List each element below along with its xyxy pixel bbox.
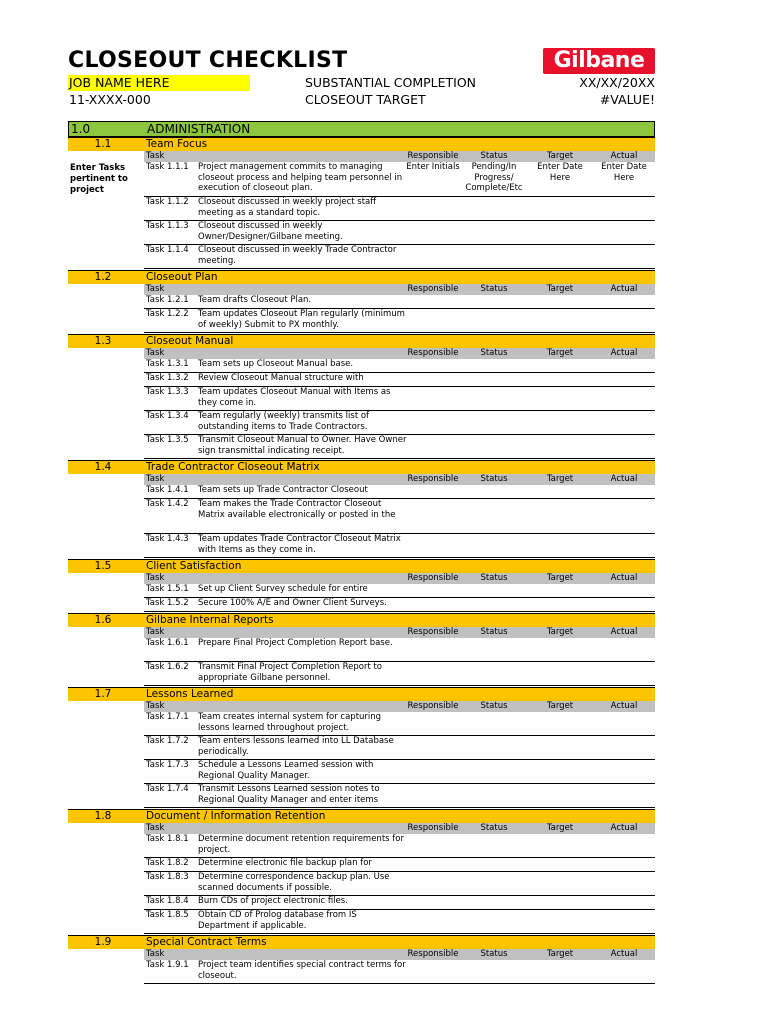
task-row[interactable]: [144, 760, 655, 784]
subsection-number: 1.6: [94, 614, 112, 626]
task-id: Task 1.8.3: [146, 872, 189, 882]
task-id: Task 1.6.1: [146, 638, 189, 648]
target-cell[interactable]: Enter Date Here: [537, 162, 583, 183]
actual-cell[interactable]: Enter Date Here: [601, 162, 647, 183]
task-description: Team creates internal system for capturing lessons learned throughout project.: [198, 712, 382, 733]
column-header-task: Task: [146, 348, 165, 358]
column-header-row: [144, 474, 655, 485]
column-header-task: Task: [146, 701, 165, 711]
column-header-row: [144, 348, 655, 359]
task-id: Task 1.3.5: [146, 435, 189, 445]
task-row[interactable]: [144, 638, 655, 662]
column-header-target: Target: [546, 823, 574, 833]
subsection-name: Special Contract Terms: [146, 936, 267, 948]
subsection-name: Document / Information Retention: [146, 810, 326, 822]
column-header-target: Target: [546, 701, 574, 711]
column-header-status: Status: [480, 284, 508, 294]
title-row: [68, 48, 655, 74]
column-header-status: Status: [480, 949, 508, 959]
task-id: Task 1.3.3: [146, 387, 189, 397]
task-row[interactable]: [144, 584, 655, 598]
column-header-task: Task: [146, 573, 165, 583]
task-row[interactable]: [144, 359, 655, 373]
column-header-actual: Actual: [610, 573, 638, 583]
task-id: Task 1.3.4: [146, 411, 189, 421]
task-description: Closeout discussed in weekly Owner/Designer/Gilbane meeting.: [198, 221, 343, 242]
column-header-responsible: Responsible: [407, 474, 459, 484]
column-header-responsible: Responsible: [407, 284, 459, 294]
column-header-target: Target: [546, 627, 574, 637]
column-header-target: Target: [546, 284, 574, 294]
task-id: Task 1.6.2: [146, 662, 189, 672]
task-id: Task 1.5.1: [146, 584, 189, 594]
subsection-header: [68, 270, 655, 284]
task-description: Obtain CD of Prolog database from IS Department if applicable.: [198, 910, 357, 931]
subsection-number: 1.8: [94, 810, 112, 822]
substantial-completion-label: SUBSTANTIAL COMPLETION: [305, 75, 477, 90]
task-row[interactable]: [144, 858, 655, 872]
task-id: Task 1.5.2: [146, 598, 189, 608]
subsection-name: Team Focus: [146, 138, 208, 150]
task-row[interactable]: [144, 373, 655, 387]
subsection-name: Client Satisfaction: [146, 560, 242, 572]
task-row[interactable]: [144, 499, 655, 534]
task-description: Closeout discussed in weekly Trade Contractor meeting.: [198, 245, 397, 266]
task-description: Project management commits to managing closeout process and helping team personnel in execution of closeout plan.: [198, 162, 403, 193]
subsection-header: [68, 334, 655, 348]
side-note: Enter Tasks pertinent to project: [70, 163, 128, 195]
task-row[interactable]: [144, 598, 655, 612]
task-id: Task 1.4.3: [146, 534, 189, 544]
column-header-status: Status: [480, 348, 508, 358]
subsection-number: 1.2: [94, 271, 112, 283]
task-row[interactable]: [144, 736, 655, 760]
column-header-actual: Actual: [610, 151, 638, 161]
task-row[interactable]: [144, 162, 655, 197]
column-header-responsible: Responsible: [407, 823, 459, 833]
subsection-header: [68, 137, 655, 151]
column-header-task: Task: [146, 151, 165, 161]
task-description: Team updates Closeout Plan regularly (minimum of weekly) Submit to PX monthly.: [198, 309, 405, 330]
task-row[interactable]: [144, 197, 655, 221]
gilbane-logo: Gilbane: [543, 48, 655, 74]
column-header-responsible: Responsible: [407, 701, 459, 711]
task-description: Team updates Trade Contractor Closeout Matrix with Items as they come in.: [198, 534, 401, 555]
task-description: Review Closeout Manual structure with: [198, 373, 364, 383]
task-row[interactable]: [144, 910, 655, 934]
column-header-task: Task: [146, 284, 165, 294]
task-id: Task 1.2.1: [146, 295, 189, 305]
column-header-actual: Actual: [610, 474, 638, 484]
column-header-actual: Actual: [610, 949, 638, 959]
task-row[interactable]: [144, 896, 655, 910]
column-header-status: Status: [480, 474, 508, 484]
task-id: Task 1.7.1: [146, 712, 189, 722]
column-header-target: Target: [546, 573, 574, 583]
task-id: Task 1.7.2: [146, 736, 189, 746]
column-header-status: Status: [480, 151, 508, 161]
task-row[interactable]: [144, 435, 655, 459]
column-header-responsible: Responsible: [407, 627, 459, 637]
task-id: Task 1.8.5: [146, 910, 189, 920]
task-description: Determine document retention requirements for project.: [198, 834, 404, 855]
section-name: ADMINISTRATION: [147, 122, 251, 136]
column-header-actual: Actual: [610, 627, 638, 637]
task-id: Task 1.1.3: [146, 221, 189, 231]
status-cell[interactable]: Pending/In Progress/ Complete/Etc: [465, 162, 523, 193]
column-header-row: [144, 701, 655, 712]
task-id: Task 1.1.4: [146, 245, 189, 255]
task-id: Task 1.7.3: [146, 760, 189, 770]
task-description: Schedule a Lessons Learned session with Regional Quality Manager.: [198, 760, 374, 781]
column-header-target: Target: [546, 474, 574, 484]
column-header-target: Target: [546, 949, 574, 959]
task-id: Task 1.7.4: [146, 784, 189, 794]
subsection-header: [68, 559, 655, 573]
subsection-header: [68, 613, 655, 627]
task-row[interactable]: [144, 834, 655, 858]
task-id: Task 1.4.2: [146, 499, 189, 509]
subsection-name: Closeout Plan: [146, 271, 218, 283]
task-row[interactable]: [144, 960, 655, 984]
task-row[interactable]: [144, 784, 655, 808]
task-description: Team sets up Trade Contractor Closeout: [198, 485, 368, 495]
page-title: CLOSEOUT CHECKLIST: [68, 48, 348, 73]
column-header-row: [144, 573, 655, 584]
task-description: Team updates Closeout Manual with Items as they come in.: [198, 387, 391, 408]
column-header-responsible: Responsible: [407, 348, 459, 358]
task-row[interactable]: [144, 295, 655, 309]
task-id: Task 1.1.2: [146, 197, 189, 207]
subsection-number: 1.9: [94, 936, 112, 948]
task-description: Determine correspondence backup plan. Use scanned documents if possible.: [198, 872, 390, 893]
task-description: Team drafts Closeout Plan.: [198, 295, 312, 305]
task-id: Task 1.8.4: [146, 896, 189, 906]
info-row-job: [68, 75, 655, 91]
column-header-actual: Actual: [610, 348, 638, 358]
column-header-task: Task: [146, 949, 165, 959]
column-header-task: Task: [146, 823, 165, 833]
subsection-name: Trade Contractor Closeout Matrix: [146, 461, 320, 473]
task-row[interactable]: [144, 712, 655, 736]
subsection-number: 1.5: [94, 560, 112, 572]
column-header-actual: Actual: [610, 701, 638, 711]
section-administration: [68, 121, 655, 137]
column-header-task: Task: [146, 627, 165, 637]
task-id: Task 1.8.2: [146, 858, 189, 868]
column-header-actual: Actual: [610, 284, 638, 294]
column-header-status: Status: [480, 701, 508, 711]
subsection-header: [68, 935, 655, 949]
task-row[interactable]: [144, 309, 655, 333]
task-id: Task 1.4.1: [146, 485, 189, 495]
column-header-responsible: Responsible: [407, 949, 459, 959]
info-row-number: [68, 92, 655, 108]
task-row[interactable]: [144, 411, 655, 435]
task-description: Transmit Lessons Learned session notes to Regional Quality Manager and enter items: [198, 784, 380, 805]
task-description: Transmit Final Project Completion Report to appropriate Gilbane personnel.: [198, 662, 383, 683]
task-id: Task 1.1.1: [146, 162, 189, 172]
task-row[interactable]: [144, 534, 655, 558]
task-row[interactable]: [144, 872, 655, 896]
task-description: Determine electronic file backup plan for: [198, 858, 372, 868]
task-row[interactable]: [144, 245, 655, 269]
task-row[interactable]: [144, 662, 655, 686]
task-id: Task 1.3.1: [146, 359, 189, 369]
column-header-task: Task: [146, 474, 165, 484]
subsection-name: Closeout Manual: [146, 335, 234, 347]
job-name-field[interactable]: JOB NAME HERE: [68, 75, 250, 91]
task-row[interactable]: [144, 221, 655, 245]
subsection-name: Lessons Learned: [146, 688, 234, 700]
task-description: Prepare Final Project Completion Report base.: [198, 638, 393, 648]
column-header-responsible: Responsible: [407, 151, 459, 161]
task-description: Project team identifies special contract terms for closeout.: [198, 960, 406, 981]
substantial-completion-value[interactable]: XX/XX/20XX: [579, 75, 655, 90]
subsection-header: [68, 809, 655, 823]
subsection-name: Gilbane Internal Reports: [146, 614, 274, 626]
subsection-number: 1.4: [94, 461, 112, 473]
column-header-status: Status: [480, 823, 508, 833]
task-description: Set up Client Survey schedule for entire: [198, 584, 368, 594]
subsection-header: [68, 687, 655, 701]
subsection-number: 1.7: [94, 688, 112, 700]
section-number: 1.0: [71, 122, 91, 136]
column-header-row: [144, 151, 655, 162]
column-header-target: Target: [546, 348, 574, 358]
task-description: Team makes the Trade Contractor Closeout Matrix available electronically or posted in the: [198, 499, 396, 520]
task-row[interactable]: [144, 387, 655, 411]
subsection-number: 1.3: [94, 335, 112, 347]
task-id: Task 1.8.1: [146, 834, 189, 844]
task-id: Task 1.2.2: [146, 309, 189, 319]
closeout-target-value[interactable]: #VALUE!: [599, 92, 655, 107]
subsection-header: [68, 460, 655, 474]
responsible-cell[interactable]: Enter Initials: [406, 162, 460, 172]
job-number-field[interactable]: 11-XXXX-000: [69, 92, 151, 107]
closeout-target-label: CLOSEOUT TARGET: [305, 92, 426, 107]
column-header-target: Target: [546, 151, 574, 161]
task-row[interactable]: [144, 485, 655, 499]
task-id: Task 1.9.1: [146, 960, 189, 970]
column-header-actual: Actual: [610, 823, 638, 833]
task-description: Team enters lessons learned into LL Database periodically.: [198, 736, 394, 757]
column-header-row: [144, 823, 655, 834]
column-header-row: [144, 949, 655, 960]
column-header-status: Status: [480, 627, 508, 637]
column-header-row: [144, 627, 655, 638]
task-description: Closeout discussed in weekly project staff meeting as a standard topic.: [198, 197, 377, 218]
task-description: Secure 100% A/E and Owner Client Surveys.: [198, 598, 387, 608]
column-header-status: Status: [480, 573, 508, 583]
column-header-row: [144, 284, 655, 295]
task-id: Task 1.3.2: [146, 373, 189, 383]
column-header-responsible: Responsible: [407, 573, 459, 583]
subsection-number: 1.1: [94, 138, 112, 150]
task-description: Team regularly (weekly) transmits list of outstanding items to Trade Contractors.: [198, 411, 370, 432]
task-description: Burn CDs of project electronic files.: [198, 896, 348, 906]
task-description: Team sets up Closeout Manual base.: [198, 359, 354, 369]
task-description: Transmit Closeout Manual to Owner. Have Owner sign transmittal indicating receipt.: [198, 435, 407, 456]
